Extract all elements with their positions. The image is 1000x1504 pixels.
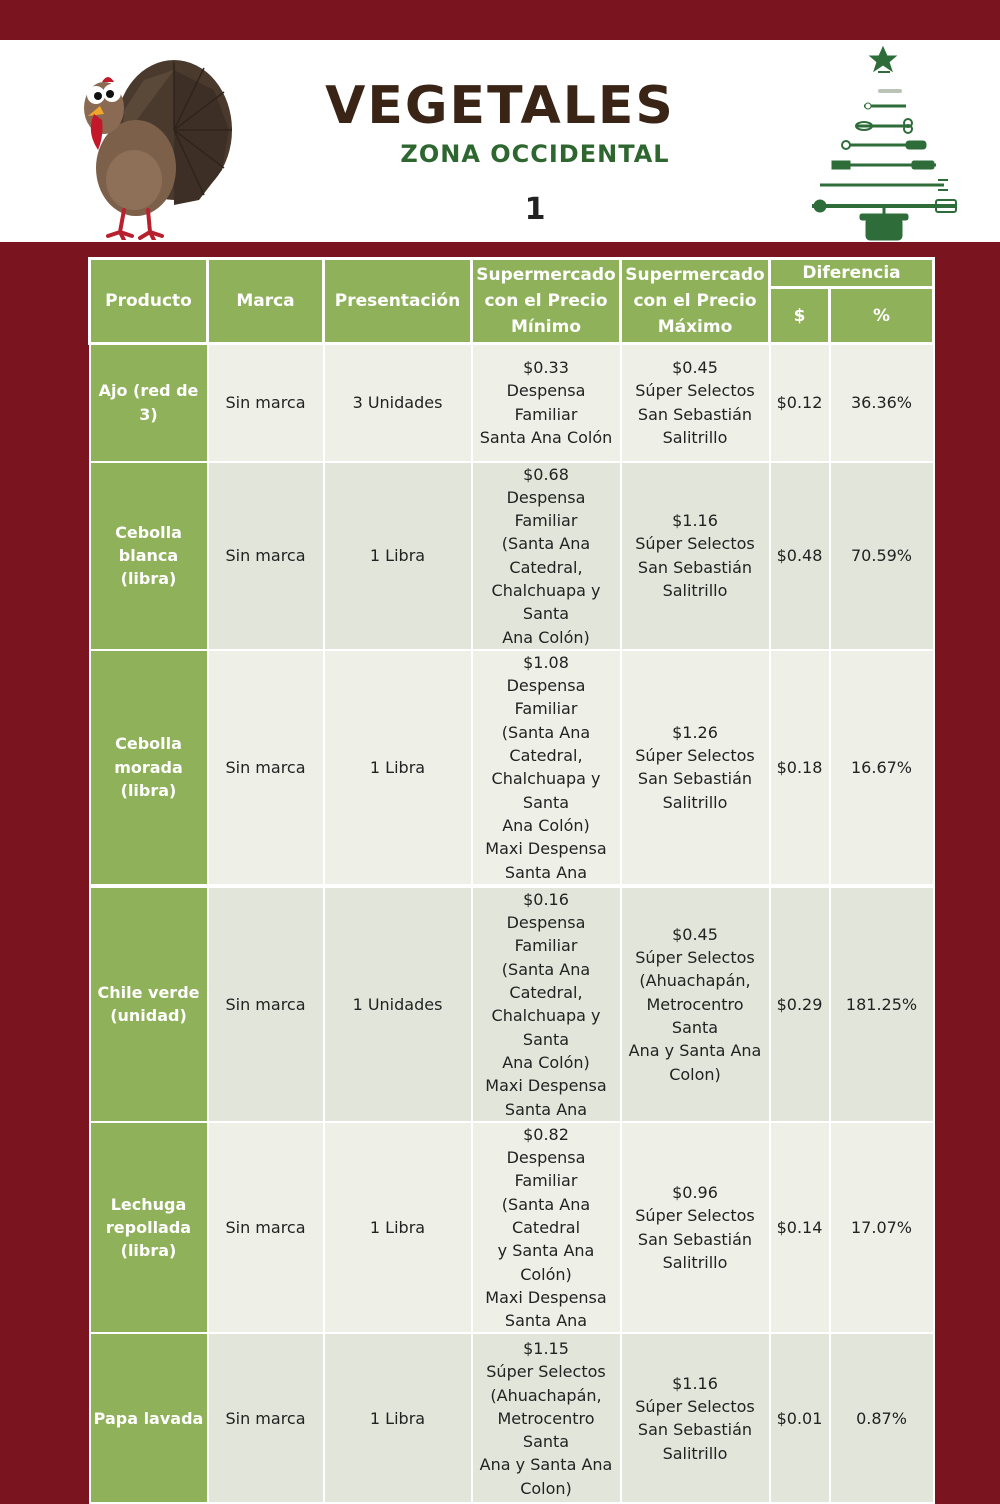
cell-marca: Sin marca [208, 462, 324, 650]
cell-precio-maximo: $1.16 Súper Selectos San Sebastián Salitrillo [621, 1333, 770, 1503]
page-header [0, 40, 1000, 242]
kitchen-utensil-christmas-tree-icon [808, 42, 963, 242]
cell-marca: Sin marca [208, 886, 324, 1122]
header-marca: Marca [208, 259, 324, 344]
cell-precio-minimo: $0.33 Despensa Familiar Santa Ana Colón [472, 344, 621, 462]
cell-diferencia-dolar: $0.48 [770, 462, 830, 650]
cell-presentacion: 1 Libra [324, 1122, 472, 1334]
cell-diferencia-porcentaje: 181.25% [830, 886, 934, 1122]
cell-producto: Papa lavada [90, 1333, 208, 1503]
cell-producto: Cebolla blanca (libra) [90, 462, 208, 650]
cell-diferencia-porcentaje: 17.07% [830, 1122, 934, 1334]
table-row [90, 1333, 934, 1503]
header-diferencia-dolar: $ [770, 288, 830, 344]
header-precio-minimo: Supermercado con el Precio Mínimo [472, 259, 621, 344]
cell-presentacion: 1 Libra [324, 462, 472, 650]
cell-producto: Ajo (red de 3) [90, 344, 208, 462]
cell-diferencia-porcentaje: 0.87% [830, 1333, 934, 1503]
page-title: VEGETALES [325, 76, 675, 136]
cell-marca: Sin marca [208, 1333, 324, 1503]
header-precio-maximo: Supermercado con el Precio Máximo [621, 259, 770, 344]
page-subtitle: ZONA OCCIDENTAL [400, 140, 670, 168]
cell-presentacion: 1 Unidades [324, 886, 472, 1122]
cell-precio-maximo: $0.45 Súper Selectos San Sebastián Salitrillo [621, 344, 770, 462]
cell-diferencia-dolar: $0.01 [770, 1333, 830, 1503]
cell-precio-maximo: $0.45 Súper Selectos (Ahuachapán, Metrocentro Santa Ana y Santa Ana Colon) [621, 886, 770, 1122]
table-row [90, 1122, 934, 1334]
page-number: 1 [524, 192, 546, 227]
cell-diferencia-porcentaje: 70.59% [830, 462, 934, 650]
cell-precio-minimo: $0.16 Despensa Familiar (Santa Ana Catedral, Chalchuapa y Santa Ana Colón) Maxi Despensa Santa Ana [472, 886, 621, 1122]
cell-marca: Sin marca [208, 650, 324, 886]
table-row [90, 462, 934, 650]
table-row [90, 344, 934, 462]
cell-diferencia-dolar: $0.14 [770, 1122, 830, 1334]
cell-diferencia-porcentaje: 36.36% [830, 344, 934, 462]
cell-producto: Lechuga repollada (libra) [90, 1122, 208, 1334]
cell-precio-minimo: $1.08 Despensa Familiar (Santa Ana Catedral, Chalchuapa y Santa Ana Colón) Maxi Despensa Santa Ana [472, 650, 621, 886]
table-body [90, 344, 934, 1504]
table-row [90, 650, 934, 886]
cell-marca: Sin marca [208, 344, 324, 462]
cell-producto: Chile verde (unidad) [90, 886, 208, 1122]
table-row [90, 886, 934, 1122]
cell-precio-minimo: $0.82 Despensa Familiar (Santa Ana Catedral y Santa Ana Colón) Maxi Despensa Santa Ana [472, 1122, 621, 1334]
price-comparison-table-container [88, 257, 932, 1504]
cell-diferencia-dolar: $0.18 [770, 650, 830, 886]
header-diferencia-porcentaje: % [830, 288, 934, 344]
cell-precio-minimo: $0.68 Despensa Familiar (Santa Ana Catedral, Chalchuapa y Santa Ana Colón) [472, 462, 621, 650]
cell-precio-maximo: $1.16 Súper Selectos San Sebastián Salitrillo [621, 462, 770, 650]
cell-presentacion: 1 Libra [324, 650, 472, 886]
cell-diferencia-porcentaje: 16.67% [830, 650, 934, 886]
cell-precio-minimo: $1.15 Súper Selectos (Ahuachapán, Metrocentro Santa Ana y Santa Ana Colon) [472, 1333, 621, 1503]
cell-presentacion: 1 Libra [324, 1333, 472, 1503]
cell-diferencia-dolar: $0.12 [770, 344, 830, 462]
cell-precio-maximo: $1.26 Súper Selectos San Sebastián Salitrillo [621, 650, 770, 886]
header-presentacion: Presentación [324, 259, 472, 344]
cell-diferencia-dolar: $0.29 [770, 886, 830, 1122]
price-comparison-table [88, 257, 935, 1504]
cell-marca: Sin marca [208, 1122, 324, 1334]
cell-presentacion: 3 Unidades [324, 344, 472, 462]
header-diferencia: Diferencia [770, 259, 934, 288]
cell-producto: Cebolla morada (libra) [90, 650, 208, 886]
header-producto: Producto [90, 259, 208, 344]
cell-precio-maximo: $0.96 Súper Selectos San Sebastián Salitrillo [621, 1122, 770, 1334]
